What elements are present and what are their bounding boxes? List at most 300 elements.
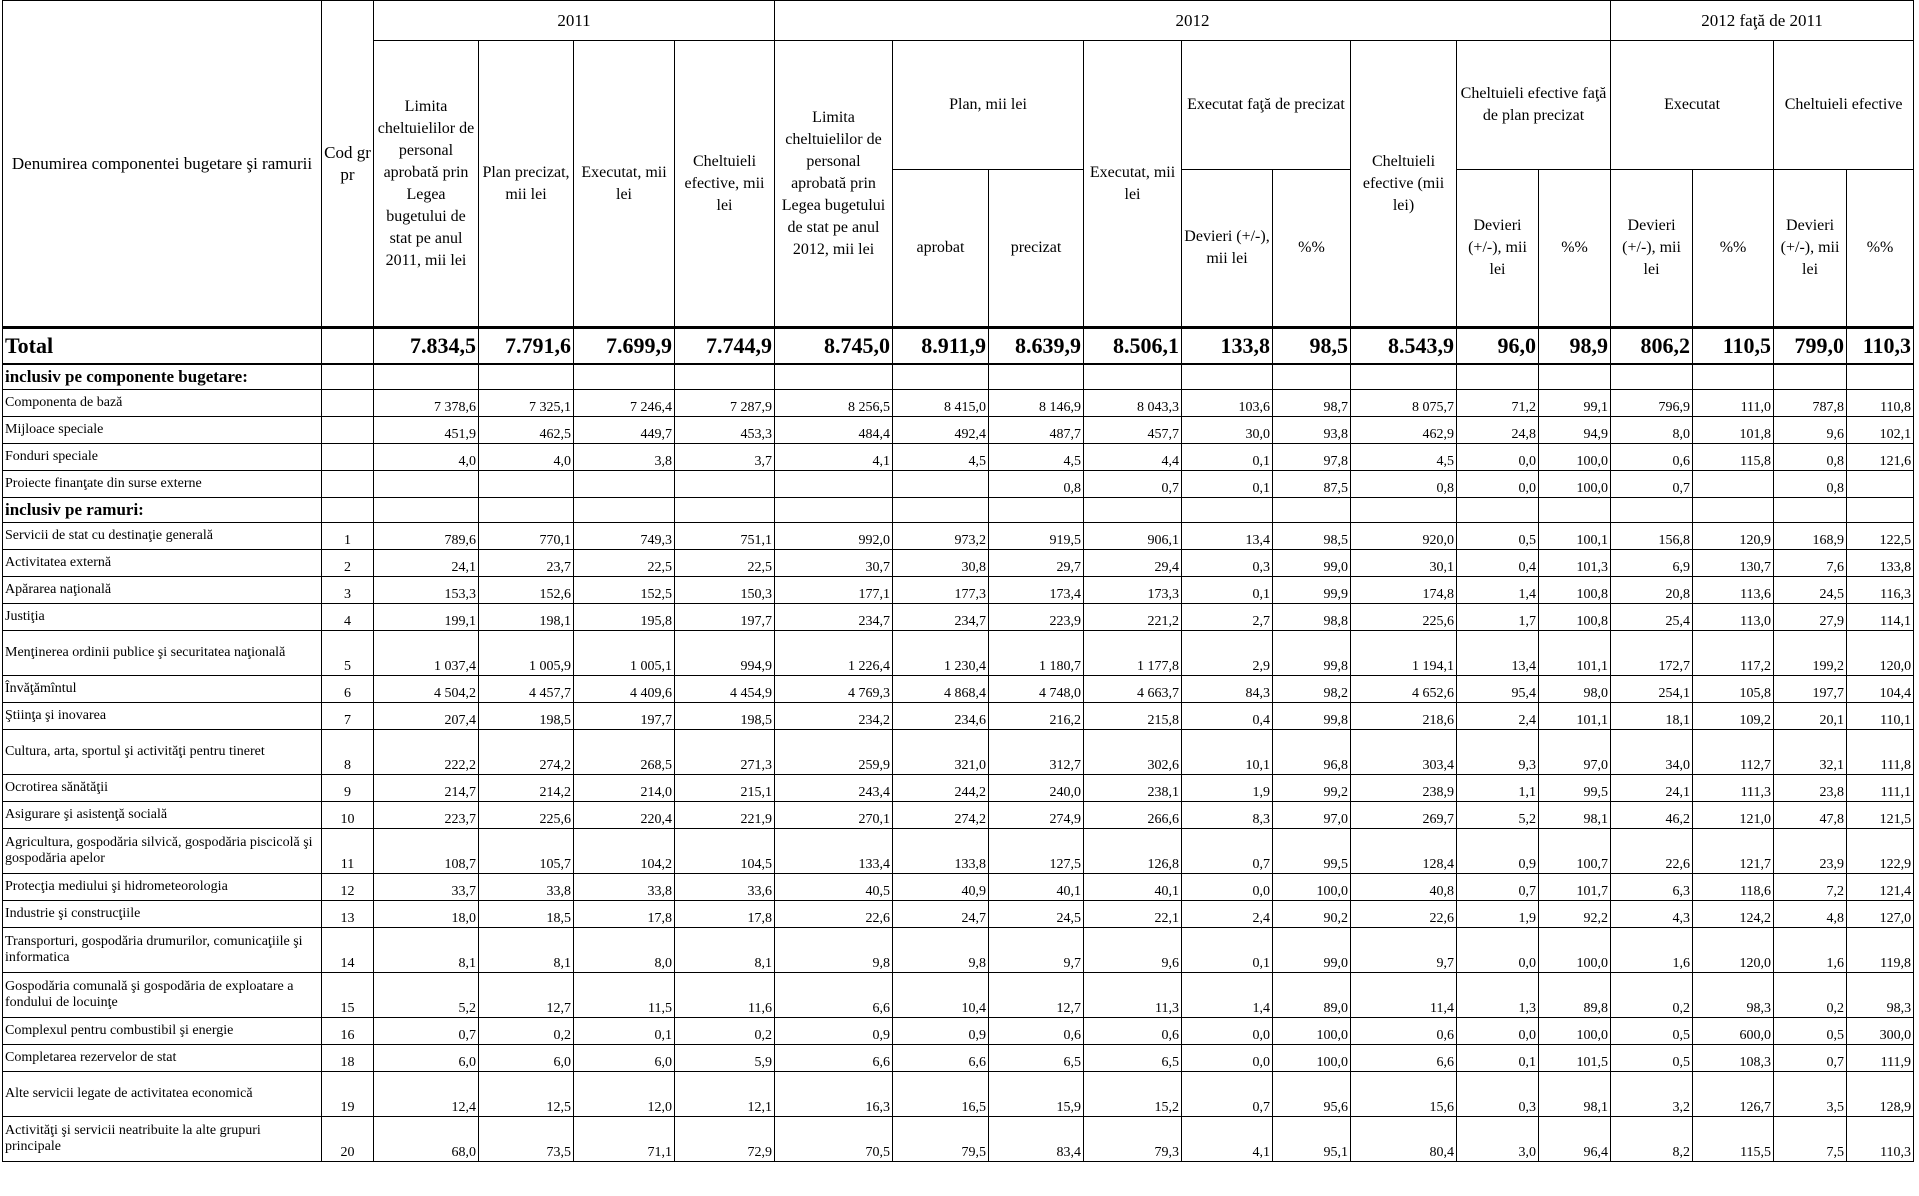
row-name: Apărarea naţională — [3, 577, 322, 604]
cell-value: 789,6 — [374, 523, 479, 550]
cell-value: 1 230,4 — [893, 631, 989, 676]
row-code — [322, 417, 374, 444]
cell-value: 0,9 — [775, 1018, 893, 1045]
cell-value: 153,3 — [374, 577, 479, 604]
row-name: Activităţi şi servicii neatribuite la alte grupuri principale — [3, 1117, 322, 1162]
cell-value — [1351, 498, 1457, 523]
cell-value — [775, 471, 893, 498]
table-row — [3, 973, 1914, 1018]
cell-value: 172,7 — [1611, 631, 1693, 676]
cell-value: 8.543,9 — [1351, 328, 1457, 365]
cell-value: 115,8 — [1693, 444, 1774, 471]
cell-value: 0,6 — [1084, 1018, 1182, 1045]
cell-value — [1182, 364, 1273, 390]
cell-value: 225,6 — [479, 802, 574, 829]
cell-value: 27,9 — [1774, 604, 1847, 631]
cell-value: 30,1 — [1351, 550, 1457, 577]
cell-value: 3,5 — [1774, 1072, 1847, 1117]
row-name: Asigurare şi asistenţă socială — [3, 802, 322, 829]
cell-value: 9,8 — [893, 928, 989, 973]
cell-value: 492,4 — [893, 417, 989, 444]
table-row — [3, 390, 1914, 417]
cell-value: 7.834,5 — [374, 328, 479, 365]
cell-value: 302,6 — [1084, 730, 1182, 775]
cell-value: 174,8 — [1351, 577, 1457, 604]
row-code — [322, 471, 374, 498]
cell-value: 2,4 — [1182, 901, 1273, 928]
cell-value: 197,7 — [675, 604, 775, 631]
cell-value: 8,3 — [1182, 802, 1273, 829]
header-expenses-diff: Cheltuieli efective — [1774, 41, 1914, 170]
cell-value: 40,1 — [989, 874, 1084, 901]
cell-value: 97,0 — [1273, 802, 1351, 829]
cell-value: 259,9 — [775, 730, 893, 775]
row-name: Proiecte finanţate din surse externe — [3, 471, 322, 498]
header-percent: %% — [1539, 170, 1611, 328]
cell-value: 33,8 — [479, 874, 574, 901]
table-row — [3, 1117, 1914, 1162]
cell-value: 24,7 — [893, 901, 989, 928]
cell-value: 111,9 — [1847, 1045, 1914, 1072]
cell-value: 121,5 — [1847, 802, 1914, 829]
row-name: Transporturi, gospodăria drumurilor, comunicaţiile şi informatica — [3, 928, 322, 973]
budget-table — [2, 0, 1914, 1162]
cell-value: 177,3 — [893, 577, 989, 604]
cell-value: 198,5 — [479, 703, 574, 730]
cell-value: 0,8 — [989, 471, 1084, 498]
cell-value: 274,2 — [893, 802, 989, 829]
cell-value: 238,9 — [1351, 775, 1457, 802]
cell-value: 9,3 — [1457, 730, 1539, 775]
row-code: 4 — [322, 604, 374, 631]
cell-value: 30,0 — [1182, 417, 1273, 444]
table-row — [3, 631, 1914, 676]
cell-value: 22,6 — [775, 901, 893, 928]
row-code: 10 — [322, 802, 374, 829]
cell-value: 225,6 — [1351, 604, 1457, 631]
cell-value: 15,9 — [989, 1072, 1084, 1117]
row-name: Industrie şi construcţiile — [3, 901, 322, 928]
cell-value: 220,4 — [574, 802, 675, 829]
cell-value: 6,5 — [1084, 1045, 1182, 1072]
cell-value: 97,8 — [1273, 444, 1351, 471]
cell-value: 799,0 — [1774, 328, 1847, 365]
cell-value: 98,3 — [1693, 973, 1774, 1018]
header-executed-2011: Executat, mii lei — [574, 41, 675, 328]
cell-value: 40,1 — [1084, 874, 1182, 901]
cell-value — [893, 471, 989, 498]
row-name: Mijloace speciale — [3, 417, 322, 444]
cell-value: 104,5 — [675, 829, 775, 874]
row-name: Complexul pentru combustibil şi energie — [3, 1018, 322, 1045]
row-code: 11 — [322, 829, 374, 874]
row-name: Ştiinţa şi inovarea — [3, 703, 322, 730]
cell-value: 108,3 — [1693, 1045, 1774, 1072]
cell-value: 0,3 — [1182, 550, 1273, 577]
header-deviation: Devieri (+/-), mii lei — [1457, 170, 1539, 328]
row-name: Componenta de bază — [3, 390, 322, 417]
table-row — [3, 802, 1914, 829]
section-row — [3, 364, 1914, 390]
header-approved: aprobat — [893, 170, 989, 328]
cell-value: 992,0 — [775, 523, 893, 550]
cell-value: 93,8 — [1273, 417, 1351, 444]
cell-value: 24,5 — [1774, 577, 1847, 604]
cell-value — [1847, 498, 1914, 523]
cell-value: 72,9 — [675, 1117, 775, 1162]
cell-value: 6,0 — [374, 1045, 479, 1072]
cell-value: 0,1 — [1182, 444, 1273, 471]
cell-value: 8.745,0 — [775, 328, 893, 365]
table-row — [3, 829, 1914, 874]
cell-value: 6,0 — [479, 1045, 574, 1072]
header-executed-diff: Executat — [1611, 41, 1774, 170]
cell-value: 4,5 — [989, 444, 1084, 471]
cell-value: 113,0 — [1693, 604, 1774, 631]
cell-value — [1182, 498, 1273, 523]
header-executed-2012: Executat, mii lei — [1084, 41, 1182, 328]
cell-value: 11,5 — [574, 973, 675, 1018]
cell-value: 173,4 — [989, 577, 1084, 604]
header-deviation: Devieri (+/-), mii lei — [1774, 170, 1847, 328]
header-plan-2012: Plan, mii lei — [893, 41, 1084, 170]
cell-value: 8,0 — [1611, 417, 1693, 444]
cell-value: 806,2 — [1611, 328, 1693, 365]
cell-value: 303,4 — [1351, 730, 1457, 775]
cell-value: 98,0 — [1539, 676, 1611, 703]
cell-value: 0,7 — [1182, 829, 1273, 874]
row-name: Fonduri speciale — [3, 444, 322, 471]
cell-value: 1,7 — [1457, 604, 1539, 631]
header-deviation: Devieri (+/-), mii lei — [1611, 170, 1693, 328]
cell-value: 79,3 — [1084, 1117, 1182, 1162]
cell-value: 15,6 — [1351, 1072, 1457, 1117]
cell-value: 0,9 — [1457, 829, 1539, 874]
row-name: inclusiv pe ramuri: — [3, 498, 322, 523]
table-row — [3, 550, 1914, 577]
cell-value: 7.699,9 — [574, 328, 675, 365]
row-code — [322, 498, 374, 523]
cell-value: 100,8 — [1539, 577, 1611, 604]
cell-value: 9,6 — [1084, 928, 1182, 973]
cell-value: 6,9 — [1611, 550, 1693, 577]
table-row — [3, 874, 1914, 901]
cell-value: 4 663,7 — [1084, 676, 1182, 703]
cell-value: 0,7 — [1611, 471, 1693, 498]
cell-value — [1774, 498, 1847, 523]
cell-value: 97,0 — [1539, 730, 1611, 775]
row-name: Gospodăria comunală şi gospodăria de exploatare a fondului de locuinţe — [3, 973, 322, 1018]
cell-value: 6,3 — [1611, 874, 1693, 901]
cell-value: 787,8 — [1774, 390, 1847, 417]
cell-value: 128,9 — [1847, 1072, 1914, 1117]
row-name: Învăţămîntul — [3, 676, 322, 703]
cell-value: 99,0 — [1273, 550, 1351, 577]
cell-value: 40,8 — [1351, 874, 1457, 901]
cell-value: 1,3 — [1457, 973, 1539, 1018]
cell-value: 113,6 — [1693, 577, 1774, 604]
cell-value: 18,0 — [374, 901, 479, 928]
cell-value — [1693, 364, 1774, 390]
cell-value — [1539, 498, 1611, 523]
cell-value: 9,6 — [1774, 417, 1847, 444]
cell-value: 89,8 — [1539, 973, 1611, 1018]
cell-value: 120,0 — [1693, 928, 1774, 973]
cell-value: 7,6 — [1774, 550, 1847, 577]
cell-value — [893, 364, 989, 390]
cell-value: 214,0 — [574, 775, 675, 802]
cell-value: 23,8 — [1774, 775, 1847, 802]
cell-value: 121,7 — [1693, 829, 1774, 874]
cell-value: 99,1 — [1539, 390, 1611, 417]
cell-value: 99,5 — [1539, 775, 1611, 802]
cell-value: 8 043,3 — [1084, 390, 1182, 417]
cell-value: 17,8 — [574, 901, 675, 928]
cell-value: 110,3 — [1847, 328, 1914, 365]
cell-value: 0,0 — [1457, 928, 1539, 973]
cell-value: 96,4 — [1539, 1117, 1611, 1162]
cell-value: 600,0 — [1693, 1018, 1774, 1045]
cell-value: 100,0 — [1539, 471, 1611, 498]
row-code — [322, 328, 374, 365]
cell-value: 11,4 — [1351, 973, 1457, 1018]
cell-value: 6,6 — [775, 1045, 893, 1072]
cell-value: 4,5 — [1351, 444, 1457, 471]
cell-value: 100,0 — [1539, 1018, 1611, 1045]
cell-value: 2,9 — [1182, 631, 1273, 676]
header-expenses-2012: Cheltuieli efective (mii lei) — [1351, 41, 1457, 328]
cell-value: 1,4 — [1457, 577, 1539, 604]
cell-value: 173,3 — [1084, 577, 1182, 604]
cell-value: 0,4 — [1182, 703, 1273, 730]
cell-value: 98,8 — [1273, 604, 1351, 631]
cell-value: 238,1 — [1084, 775, 1182, 802]
cell-value: 198,5 — [675, 703, 775, 730]
cell-value: 1,9 — [1182, 775, 1273, 802]
cell-value — [1774, 364, 1847, 390]
cell-value: 100,0 — [1273, 1045, 1351, 1072]
cell-value: 98,1 — [1539, 1072, 1611, 1117]
cell-value: 112,7 — [1693, 730, 1774, 775]
cell-value: 0,1 — [1457, 1045, 1539, 1072]
cell-value: 111,8 — [1847, 730, 1914, 775]
cell-value: 0,6 — [989, 1018, 1084, 1045]
cell-value: 100,1 — [1539, 523, 1611, 550]
table-row — [3, 417, 1914, 444]
cell-value — [1457, 364, 1539, 390]
cell-value — [1693, 471, 1774, 498]
cell-value: 95,1 — [1273, 1117, 1351, 1162]
row-name: Servicii de stat cu destinaţie generală — [3, 523, 322, 550]
cell-value: 119,8 — [1847, 928, 1914, 973]
cell-value: 321,0 — [893, 730, 989, 775]
cell-value — [893, 498, 989, 523]
cell-value: 20,8 — [1611, 577, 1693, 604]
cell-value: 23,9 — [1774, 829, 1847, 874]
header-limit-2012: Limita cheltuielilor de personal aprobată prin Legea bugetului de stat pe anul 2012, mii lei — [775, 41, 893, 328]
cell-value: 749,3 — [574, 523, 675, 550]
table-row — [3, 901, 1914, 928]
cell-value: 0,4 — [1457, 550, 1539, 577]
cell-value: 269,7 — [1351, 802, 1457, 829]
cell-value: 4 504,2 — [374, 676, 479, 703]
cell-value: 484,4 — [775, 417, 893, 444]
header-expenses-vs-plan: Cheltuieli efective faţă de plan precizat — [1457, 41, 1611, 170]
cell-value: 300,0 — [1847, 1018, 1914, 1045]
cell-value: 7 378,6 — [374, 390, 479, 417]
row-name: Protecţia mediului şi hidrometeorologia — [3, 874, 322, 901]
row-code: 12 — [322, 874, 374, 901]
cell-value: 122,5 — [1847, 523, 1914, 550]
cell-value: 114,1 — [1847, 604, 1914, 631]
cell-value: 0,1 — [1182, 928, 1273, 973]
row-code — [322, 390, 374, 417]
table-row — [3, 1072, 1914, 1117]
cell-value: 18,5 — [479, 901, 574, 928]
cell-value: 9,8 — [775, 928, 893, 973]
cell-value: 0,8 — [1774, 444, 1847, 471]
cell-value: 906,1 — [1084, 523, 1182, 550]
cell-value: 89,0 — [1273, 973, 1351, 1018]
cell-value: 3,0 — [1457, 1117, 1539, 1162]
row-code: 1 — [322, 523, 374, 550]
cell-value: 2,7 — [1182, 604, 1273, 631]
cell-value: 197,7 — [574, 703, 675, 730]
cell-value: 8.911,9 — [893, 328, 989, 365]
cell-value: 0,2 — [1611, 973, 1693, 1018]
header-percent: %% — [1693, 170, 1774, 328]
row-code: 20 — [322, 1117, 374, 1162]
cell-value: 6,5 — [989, 1045, 1084, 1072]
cell-value: 244,2 — [893, 775, 989, 802]
header-code: Cod gr pr — [322, 1, 374, 328]
cell-value: 100,0 — [1539, 928, 1611, 973]
cell-value: 0,7 — [1457, 874, 1539, 901]
cell-value: 1 180,7 — [989, 631, 1084, 676]
cell-value: 8 256,5 — [775, 390, 893, 417]
cell-value: 215,8 — [1084, 703, 1182, 730]
cell-value: 120,9 — [1693, 523, 1774, 550]
cell-value: 8 146,9 — [989, 390, 1084, 417]
cell-value: 7.744,9 — [675, 328, 775, 365]
cell-value: 96,0 — [1457, 328, 1539, 365]
cell-value: 111,1 — [1847, 775, 1914, 802]
cell-value: 98,7 — [1273, 390, 1351, 417]
cell-value: 110,1 — [1847, 703, 1914, 730]
cell-value: 4,8 — [1774, 901, 1847, 928]
cell-value: 462,9 — [1351, 417, 1457, 444]
cell-value: 1,4 — [1182, 973, 1273, 1018]
cell-value — [1693, 498, 1774, 523]
table-row — [3, 471, 1914, 498]
cell-value: 223,9 — [989, 604, 1084, 631]
cell-value: 120,0 — [1847, 631, 1914, 676]
cell-value: 215,1 — [675, 775, 775, 802]
cell-value: 99,9 — [1273, 577, 1351, 604]
cell-value: 240,0 — [989, 775, 1084, 802]
cell-value: 4,1 — [775, 444, 893, 471]
row-code: 14 — [322, 928, 374, 973]
table-row — [3, 1045, 1914, 1072]
cell-value: 0,7 — [374, 1018, 479, 1045]
cell-value: 23,7 — [479, 550, 574, 577]
cell-value: 214,2 — [479, 775, 574, 802]
cell-value: 98,2 — [1273, 676, 1351, 703]
cell-value: 0,0 — [1182, 1045, 1273, 1072]
cell-value — [374, 471, 479, 498]
cell-value: 128,4 — [1351, 829, 1457, 874]
cell-value — [675, 471, 775, 498]
cell-value: 101,1 — [1539, 631, 1611, 676]
cell-value — [1273, 364, 1351, 390]
row-code: 9 — [322, 775, 374, 802]
cell-value: 108,7 — [374, 829, 479, 874]
cell-value: 4 652,6 — [1351, 676, 1457, 703]
cell-value: 122,9 — [1847, 829, 1914, 874]
cell-value: 117,2 — [1693, 631, 1774, 676]
cell-value: 127,5 — [989, 829, 1084, 874]
cell-value: 312,7 — [989, 730, 1084, 775]
header-deviation: Devieri (+/-), mii lei — [1182, 170, 1273, 328]
cell-value: 7,5 — [1774, 1117, 1847, 1162]
cell-value: 221,2 — [1084, 604, 1182, 631]
header-specified: precizat — [989, 170, 1084, 328]
cell-value: 121,6 — [1847, 444, 1914, 471]
cell-value — [574, 471, 675, 498]
cell-value: 40,9 — [893, 874, 989, 901]
cell-value: 198,1 — [479, 604, 574, 631]
cell-value: 11,3 — [1084, 973, 1182, 1018]
cell-value — [989, 498, 1084, 523]
row-code — [322, 444, 374, 471]
table-row — [3, 577, 1914, 604]
cell-value — [1351, 364, 1457, 390]
cell-value: 2,4 — [1457, 703, 1539, 730]
cell-value — [1273, 498, 1351, 523]
cell-value: 100,0 — [1539, 444, 1611, 471]
cell-value: 168,9 — [1774, 523, 1847, 550]
cell-value: 100,7 — [1539, 829, 1611, 874]
cell-value: 22,6 — [1611, 829, 1693, 874]
cell-value: 22,1 — [1084, 901, 1182, 928]
cell-value: 30,8 — [893, 550, 989, 577]
cell-value: 214,7 — [374, 775, 479, 802]
cell-value: 8,1 — [374, 928, 479, 973]
row-name: Alte servicii legate de activitatea economică — [3, 1072, 322, 1117]
cell-value: 243,4 — [775, 775, 893, 802]
cell-value: 150,3 — [675, 577, 775, 604]
cell-value: 24,1 — [374, 550, 479, 577]
cell-value: 8,1 — [675, 928, 775, 973]
cell-value: 87,5 — [1273, 471, 1351, 498]
header-percent: %% — [1847, 170, 1914, 328]
cell-value: 8,2 — [1611, 1117, 1693, 1162]
cell-value: 457,7 — [1084, 417, 1182, 444]
cell-value: 0,0 — [1457, 1018, 1539, 1045]
cell-value: 270,1 — [775, 802, 893, 829]
table-row — [3, 703, 1914, 730]
cell-value: 919,5 — [989, 523, 1084, 550]
cell-value: 32,1 — [1774, 730, 1847, 775]
cell-value: 101,7 — [1539, 874, 1611, 901]
cell-value: 16,3 — [775, 1072, 893, 1117]
row-name: Total — [3, 328, 322, 365]
header-executed-vs-specified: Executat faţă de precizat — [1182, 41, 1351, 170]
cell-value: 274,2 — [479, 730, 574, 775]
cell-value: 271,3 — [675, 730, 775, 775]
cell-value: 6,6 — [775, 973, 893, 1018]
row-name: Cultura, arta, sportul şi activităţi pentru tineret — [3, 730, 322, 775]
